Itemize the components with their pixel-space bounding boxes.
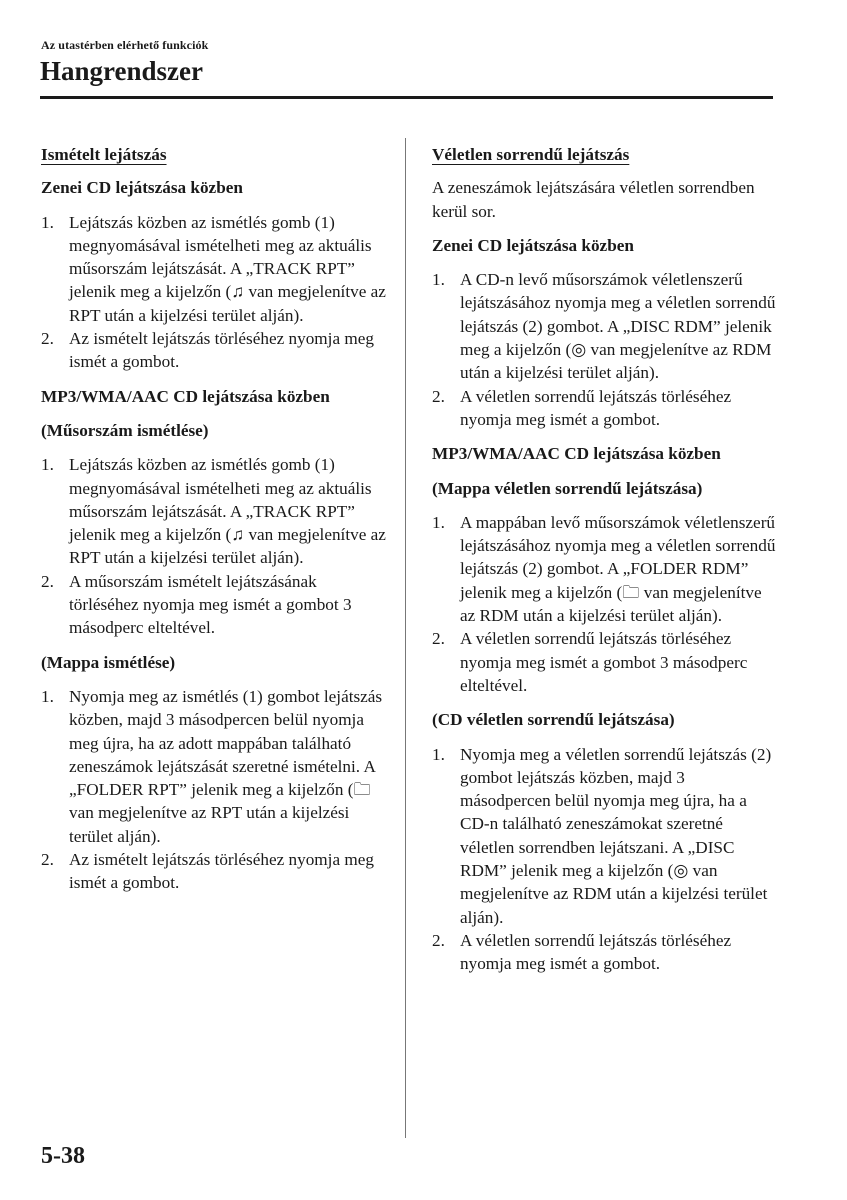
step-number: 2. [432, 629, 445, 649]
step-text: Nyomja meg a véletlen sorrendű lejátszás (2) gombot lejátszás közben, majd 3 másodpercen belül nyomja meg újra, ha a CD-n található zeneszámokat szeretné véletlen sorrendben lejátszani. A „DISC RDM” jelenik meg a kijelzőn (◎ van megjelenítve az RDM után a kijelzési terület alján). [460, 744, 772, 927]
list-item [432, 385, 777, 432]
step-number: 1. [432, 512, 445, 532]
step-text: Az ismételt lejátszás törléséhez nyomja meg ismét a gombot. [69, 850, 374, 893]
subheading-folder-repeat: (Mappa ismétlése) [41, 652, 176, 672]
subheading-track-repeat: (Műsorszám ismétlése) [41, 420, 209, 440]
step-text: A mappában levő műsorszámok véletlenszerű lejátszásához nyomja meg a véletlen sorrendű lejátszás (2) gombot. A „FOLDER RDM” jelenik meg a kijelzőn (🗀 van megjelenítve az RDM után a kijelzési terület alján). [460, 512, 776, 626]
step-number: 2. [41, 850, 54, 870]
step-text: A véletlen sorrendű lejátszás törléséhez nyomja meg ismét a gombot. [460, 930, 732, 974]
list-item [41, 848, 386, 895]
list-item [41, 211, 386, 327]
section-header: Az utastérben elérhető funkciók [41, 38, 209, 52]
list-item [432, 268, 777, 384]
step-text: Lejátszás közben az ismétlés gomb (1) megnyomásával ismételheti meg az aktuális műsorszám lejátszását. A „TRACK RPT” jelenik meg a kijelzőn (♫ van megjelenítve az RPT után a kijelzési terület alján). [69, 212, 386, 325]
step-number: 2. [432, 386, 445, 406]
step-list-disc-random [432, 743, 777, 976]
intro-paragraph: A zeneszámok lejátszására véletlen sorrendben kerül sor. [432, 178, 755, 221]
page-number: 5-38 [41, 1143, 85, 1169]
step-text: Az ismételt lejátszás törléséhez nyomja meg ismét a gombot. [69, 329, 374, 372]
list-item [432, 511, 777, 627]
list-item [41, 685, 386, 848]
step-text: A CD-n levő műsorszámok véletlenszerű lejátszásához nyomja meg a véletlen sorrendű lejátszás (2) gombot. A „DISC RDM” jelenik meg a kijelzőn (◎ van megjelenítve az RDM után a kijelzési terület alján). [460, 270, 776, 383]
list-item [41, 570, 386, 640]
step-list-cd-repeat [41, 211, 386, 374]
step-list-folder-random [432, 511, 777, 697]
header-rule [40, 96, 773, 99]
list-item [41, 453, 386, 569]
step-text: A véletlen sorrendű lejátszás törléséhez nyomja meg ismét a gombot. [460, 386, 732, 429]
subheading-folder-random: (Mappa véletlen sorrendű lejátszása) [432, 478, 703, 498]
step-number: 1. [432, 744, 445, 764]
subheading-cd: Zenei CD lejátszása közben [432, 235, 634, 255]
list-item [41, 327, 386, 374]
step-list-track-repeat [41, 453, 386, 639]
subheading-disc-random: (CD véletlen sorrendű lejátszása) [432, 710, 675, 730]
list-item [432, 743, 777, 929]
section-title-random: Véletlen sorrendű lejátszás [432, 145, 630, 164]
page-title: Hangrendszer [40, 56, 203, 86]
step-text: Lejátszás közben az ismétlés gomb (1) megnyomásával ismételheti meg az aktuális műsorszám lejátszását. A „TRACK RPT” jelenik meg a kijelzőn (♫ van megjelenítve az RPT után a kijelzési terület alján). [69, 455, 386, 568]
step-list-folder-repeat [41, 685, 386, 895]
list-item [432, 929, 777, 976]
subheading-mp3: MP3/WMA/AAC CD lejátszása közben [41, 386, 330, 406]
section-title-repeat: Ismételt lejátszás [41, 145, 167, 164]
right-column [432, 143, 777, 987]
step-text: A műsorszám ismételt lejátszásának törléséhez nyomja meg ismét a gombot 3 másodperc elteltével. [69, 571, 352, 638]
step-number: 2. [432, 930, 445, 950]
step-number: 2. [41, 329, 54, 349]
step-number: 1. [432, 270, 445, 290]
step-number: 1. [41, 686, 54, 706]
column-divider [405, 138, 406, 1138]
list-item [432, 627, 777, 697]
step-number: 1. [41, 212, 54, 232]
left-column [41, 143, 386, 906]
step-number: 1. [41, 455, 54, 475]
step-number: 2. [41, 571, 54, 591]
subheading-mp3: MP3/WMA/AAC CD lejátszása közben [432, 444, 721, 464]
step-text: A véletlen sorrendű lejátszás törléséhez nyomja meg ismét a gombot 3 másodperc elteltével. [460, 629, 748, 695]
step-text: Nyomja meg az ismétlés (1) gombot lejátszás közben, majd 3 másodpercen belül nyomja meg újra, ha az adott mappában található zeneszámok lejátszását szeretné ismételni. A „FOLDER RPT” jelenik meg a kijelzőn (🗀 van megjelenítve az RPT után a kijelzési terület alján). [69, 686, 383, 846]
step-list-cd-random [432, 268, 777, 431]
subheading-cd: Zenei CD lejátszása közben [41, 178, 243, 198]
